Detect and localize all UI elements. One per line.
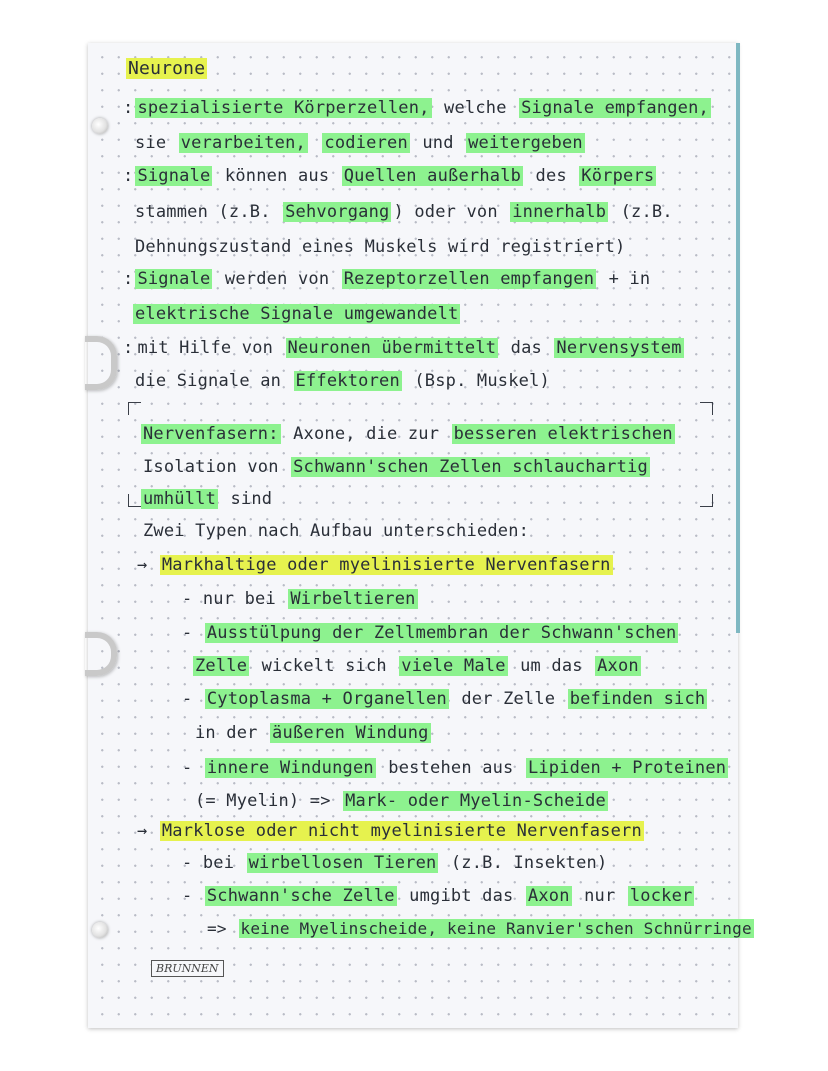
- bracket-top-right: [700, 402, 713, 415]
- page-title: Neurone: [128, 58, 206, 79]
- text-line: => keine Myelinscheide, keine Ranvier'schen Schnürringe: [207, 919, 752, 938]
- binder-ring: [85, 336, 117, 390]
- text-line: - Schwann'sche Zelle umgibt das Axon nur locker: [182, 886, 693, 906]
- text-line: : Signale werden von Rezeptorzellen empfangen + in: [123, 269, 651, 289]
- text-line: - innere Windungen bestehen aus Lipiden + Proteinen: [182, 758, 727, 778]
- punch-hole: [92, 118, 108, 134]
- text-line: Nervenfasern: Axone, die zur besseren elektrischen: [143, 424, 673, 444]
- punch-hole: [92, 922, 108, 938]
- text-line: Isolation von Schwann'schen Zellen schlauchartig: [143, 457, 648, 477]
- text-line: umhüllt sind: [143, 489, 273, 509]
- text-line: Zelle wickelt sich viele Male um das Axon: [195, 656, 639, 676]
- page-edge: [736, 43, 740, 633]
- text-line: - Cytoplasma + Organellen der Zelle befinden sich: [182, 689, 706, 709]
- text-line: - nur bei Wirbeltieren: [182, 589, 416, 609]
- text-line: stammen (z.B. Sehvorgang ) oder von innerhalb (z.B.: [135, 202, 673, 222]
- text-line: : mit Hilfe von Neuronen übermittelt das Nervensystem: [123, 338, 682, 358]
- text-line: - bei wirbellosen Tieren (z.B. Insekten): [182, 853, 608, 873]
- text-line: Zwei Typen nach Aufbau unterschieden:: [143, 521, 530, 541]
- text-line: elektrische Signale umgewandelt: [135, 304, 459, 324]
- text-line: - Ausstülpung der Zellmembran der Schwann'schen: [182, 623, 677, 643]
- text-line: (= Myelin) => Mark- oder Myelin-Scheide: [195, 791, 606, 811]
- bracket-top-left: [128, 402, 141, 415]
- text-line: in der äußeren Windung: [195, 723, 429, 743]
- bracket-bottom-right: [700, 494, 713, 507]
- text-line: die Signale an Effektoren (Bsp. Muskel): [135, 371, 550, 391]
- text-line: → Marklose oder nicht myelinisierte Nervenfasern: [137, 821, 642, 841]
- bracket-bottom-left: [128, 494, 141, 507]
- text-line: Dehnungszustand eines Muskels wird registriert): [135, 237, 626, 257]
- text-line: : spezialisierte Körperzellen, welche Signale empfangen,: [123, 98, 709, 118]
- text-line: → Markhaltige oder myelinisierte Nervenfasern: [137, 555, 611, 575]
- text-line: sie verarbeiten, codieren und weitergeben: [135, 133, 583, 153]
- brand-logo: BRUNNEN: [151, 960, 224, 977]
- text-line: : Signale können aus Quellen außerhalb des Körpers: [123, 166, 655, 186]
